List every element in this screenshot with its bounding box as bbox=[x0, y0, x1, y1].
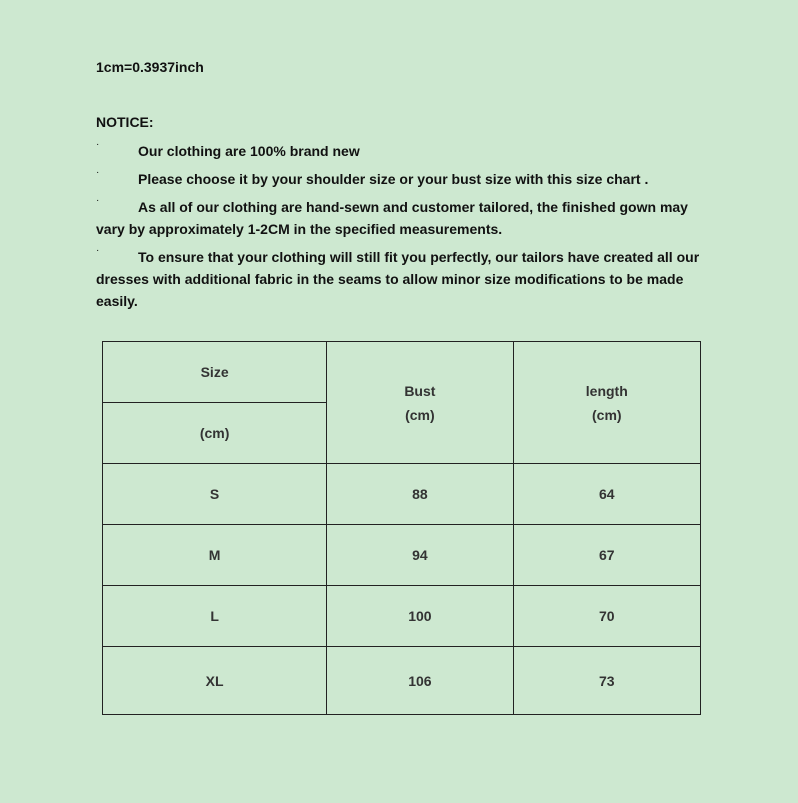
bust-header-label: Bust bbox=[404, 382, 436, 399]
size-cell: M bbox=[103, 525, 327, 586]
table-row bbox=[103, 586, 701, 647]
length-header-cell bbox=[513, 342, 700, 464]
table-row bbox=[103, 647, 701, 715]
notice-item-text: As all of our clothing are hand-sewn and customer tailored, the finished gown may vary by approximately 1-2CM in the specified measurements. bbox=[96, 199, 688, 237]
size-header-label: Size bbox=[200, 364, 229, 380]
bust-cell: 94 bbox=[327, 525, 513, 586]
table-row bbox=[103, 464, 701, 525]
size-chart-table bbox=[102, 341, 701, 715]
notice-item-text: Please choose it by your shoulder size or your bust size with this size chart . bbox=[138, 171, 649, 187]
length-cell: 73 bbox=[513, 647, 700, 715]
length-cell: 70 bbox=[513, 586, 700, 647]
length-cell: 67 bbox=[513, 525, 700, 586]
notice-item bbox=[96, 196, 706, 240]
notice-item bbox=[96, 246, 706, 312]
bullet-dot: · bbox=[96, 195, 100, 206]
table-row bbox=[103, 525, 701, 586]
length-cell: 64 bbox=[513, 464, 700, 525]
bust-cell: 100 bbox=[327, 586, 513, 647]
bust-header-unit: (cm) bbox=[405, 406, 435, 423]
size-cell: S bbox=[103, 464, 327, 525]
bust-cell: 88 bbox=[327, 464, 513, 525]
notice-item-text: To ensure that your clothing will still fit you perfectly, our tailors have created all our dresses with additional fabric in the seams to allow minor size modifications to be made easily. bbox=[96, 249, 700, 309]
size-header-cell bbox=[103, 342, 327, 403]
size-header-unit: (cm) bbox=[199, 425, 230, 441]
bust-header-cell bbox=[327, 342, 513, 464]
table-header-row bbox=[103, 342, 701, 403]
notice-list bbox=[96, 140, 706, 318]
notice-item-text: Our clothing are 100% brand new bbox=[138, 143, 360, 159]
size-cell: XL bbox=[103, 647, 327, 715]
bullet-dot: · bbox=[96, 167, 100, 178]
length-header-label: length bbox=[585, 382, 628, 399]
notice-item bbox=[96, 168, 706, 190]
unit-conversion-note: 1cm=0.3937inch bbox=[96, 59, 204, 75]
bullet-dot: · bbox=[96, 245, 100, 256]
bust-cell: 106 bbox=[327, 647, 513, 715]
length-header-unit: (cm) bbox=[592, 406, 622, 423]
size-unit-cell bbox=[103, 403, 327, 464]
bullet-dot: · bbox=[96, 139, 100, 150]
notice-title: NOTICE: bbox=[96, 114, 154, 130]
size-cell: L bbox=[103, 586, 327, 647]
notice-item bbox=[96, 140, 706, 162]
